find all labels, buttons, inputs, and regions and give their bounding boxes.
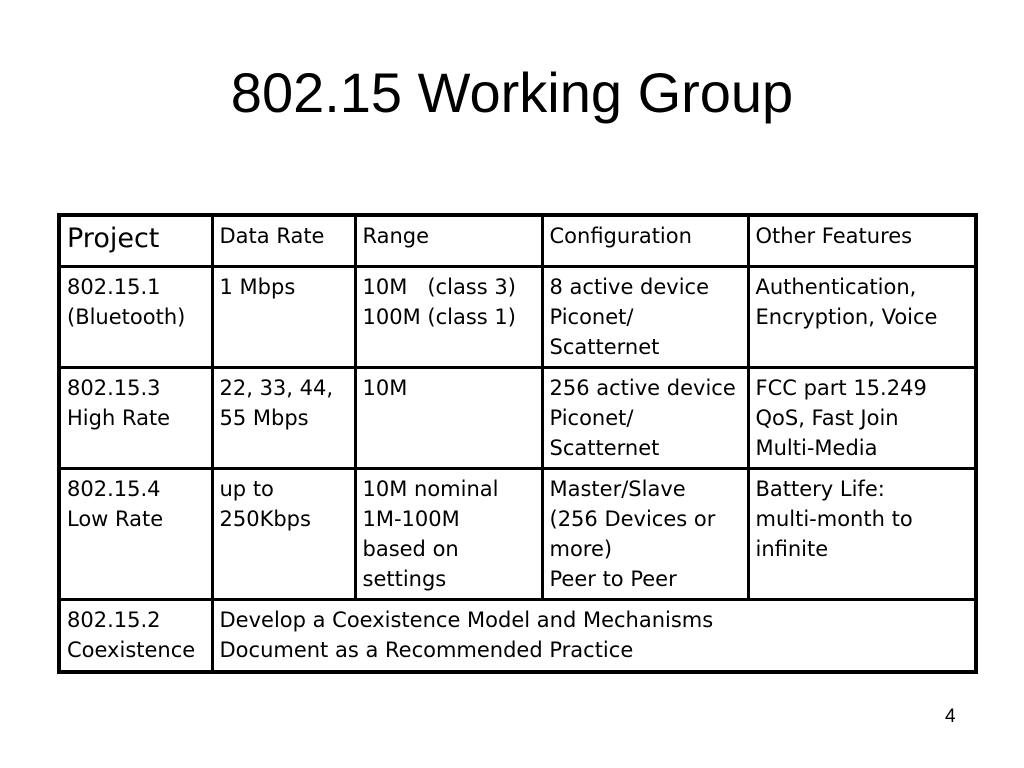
header-project: Project [59,215,212,266]
table-row [59,266,976,367]
configuration-cell: Master/Slave (256 Devices or more) Peer to Peer [542,468,748,599]
data-rate-cell: 22, 33, 44, 55 Mbps [212,367,355,468]
header-configuration: Configuration [542,215,748,266]
configuration-cell: 256 active device Piconet/ Scatternet [542,367,748,468]
table-row [59,367,976,468]
working-group-table [57,213,978,674]
header-data-rate: Data Rate [212,215,355,266]
table-row [59,468,976,599]
page-number: 4 [945,706,956,727]
range-cell: 10M [355,367,542,468]
header-other-features: Other Features [748,215,976,266]
range-cell: 10M nominal 1M-100M based on settings [355,468,542,599]
header-range: Range [355,215,542,266]
project-cell: 802.15.2 Coexistence [59,599,212,672]
project-cell: 802.15.1 (Bluetooth) [59,266,212,367]
project-cell: 802.15.4 Low Rate [59,468,212,599]
data-rate-cell: 1 Mbps [212,266,355,367]
other-features-cell: Authentication, Encryption, Voice [748,266,976,367]
data-rate-cell: up to 250Kbps [212,468,355,599]
slide-title: 802.15 Working Group [230,61,794,124]
configuration-cell: 8 active device Piconet/ Scatternet [542,266,748,367]
range-cell: 10M (class 3) 100M (class 1) [355,266,542,367]
other-features-cell: Battery Life: multi-month to infinite [748,468,976,599]
table-header-row [59,215,976,266]
other-features-cell: FCC part 15.249 QoS, Fast Join Multi-Media [748,367,976,468]
coexistence-description-cell: Develop a Coexistence Model and Mechanisms Document as a Recommended Practice [212,599,976,672]
table-row-coexistence [59,599,976,672]
project-cell: 802.15.3 High Rate [59,367,212,468]
